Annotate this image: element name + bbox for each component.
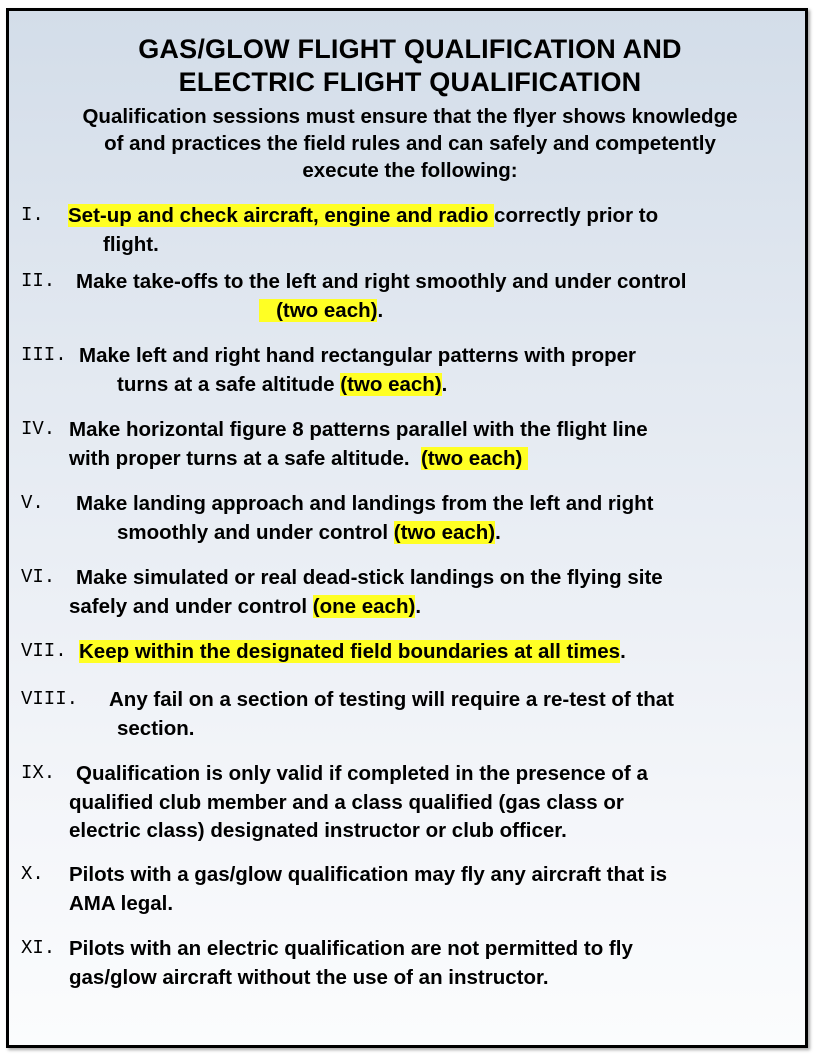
item-numeral: IX. bbox=[21, 762, 56, 784]
item-numeral: XI. bbox=[21, 937, 56, 959]
item-line-1: Make simulated or real dead-stick landings on the flying site bbox=[76, 566, 663, 589]
item-line-1: Pilots with an electric qualification are not permitted to fly bbox=[69, 937, 633, 960]
item-line-2: AMA legal. bbox=[69, 892, 174, 915]
intro-line-2: of and practices the field rules and can safely and competently bbox=[104, 132, 716, 155]
item-line-2 bbox=[69, 592, 421, 621]
title-line-2: ELECTRIC FLIGHT QUALIFICATION bbox=[178, 67, 642, 97]
item-numeral: VI. bbox=[21, 566, 56, 588]
intro-paragraph bbox=[19, 103, 801, 184]
highlighted-text: (two each) bbox=[393, 521, 496, 544]
intro-line-1: Qualification sessions must ensure that the flyer shows knowledge bbox=[82, 105, 738, 128]
document-title bbox=[9, 33, 811, 99]
item-line-2 bbox=[259, 296, 383, 325]
item-numeral: III. bbox=[21, 344, 67, 366]
item-line-1: Make horizontal figure 8 patterns parallel with the flight line bbox=[69, 418, 648, 441]
item-numeral: I. bbox=[21, 204, 44, 226]
item-numeral: VII. bbox=[21, 640, 67, 662]
item-line-2: flight. bbox=[103, 233, 159, 256]
document-frame bbox=[6, 8, 808, 1048]
title-line-1: GAS/GLOW FLIGHT QUALIFICATION AND bbox=[138, 34, 682, 64]
highlighted-text: (two each) bbox=[340, 373, 442, 396]
highlighted-text: Keep within the designated field boundaries at all times bbox=[79, 640, 621, 663]
item-line-2 bbox=[117, 518, 501, 547]
item-numeral: IV. bbox=[21, 418, 56, 440]
item-text: . bbox=[441, 373, 448, 396]
item-numeral: X. bbox=[21, 863, 44, 885]
item-line-1 bbox=[68, 201, 658, 230]
item-line-2 bbox=[69, 963, 549, 992]
item-line-2 bbox=[117, 370, 447, 399]
item-line-1: Make left and right hand rectangular patterns with proper bbox=[79, 344, 636, 367]
highlighted-text: Set-up and check aircraft, engine and radio bbox=[68, 204, 495, 227]
item-text: with proper turns at a safe altitude. bbox=[69, 447, 421, 470]
item-line-2: qualified club member and a class qualified (gas class or bbox=[69, 791, 624, 814]
item-text: smoothly and under control bbox=[117, 521, 394, 544]
highlighted-text: (two each) bbox=[259, 299, 378, 322]
item-line-1: Pilots with a gas/glow qualification may fly any aircraft that is bbox=[69, 863, 668, 886]
item-text: correctly prior to bbox=[494, 204, 659, 227]
item-numeral: VIII. bbox=[21, 688, 79, 710]
item-text: . bbox=[415, 595, 422, 618]
item-text: . bbox=[377, 299, 384, 322]
item-numeral: V. bbox=[21, 492, 44, 514]
item-text: . bbox=[620, 640, 626, 663]
item-line-1 bbox=[79, 637, 626, 666]
item-text: . bbox=[542, 966, 549, 989]
item-line-2: section. bbox=[117, 717, 195, 740]
item-line-1: Qualification is only valid if completed in the presence of a bbox=[76, 762, 648, 785]
item-line-3: electric class) designated instructor or club officer. bbox=[69, 819, 567, 842]
item-line-1: Make landing approach and landings from the left and right bbox=[76, 492, 654, 515]
intro-line-3: execute the following: bbox=[302, 159, 518, 182]
item-text: safely and under control bbox=[69, 595, 313, 618]
highlighted-text: (one each) bbox=[312, 595, 416, 618]
item-text: . bbox=[495, 521, 501, 544]
item-text: turns at a safe altitude bbox=[117, 373, 341, 396]
item-line-2 bbox=[69, 444, 528, 473]
item-line-1: Make take-offs to the left and right smoothly and under control bbox=[76, 270, 687, 293]
item-line-1: Any fail on a section of testing will require a re-test of that bbox=[109, 688, 674, 711]
item-numeral: II. bbox=[21, 270, 56, 292]
item-text: gas/glow aircraft without the use of an instructor bbox=[69, 966, 543, 989]
highlighted-text: (two each) bbox=[420, 447, 529, 470]
